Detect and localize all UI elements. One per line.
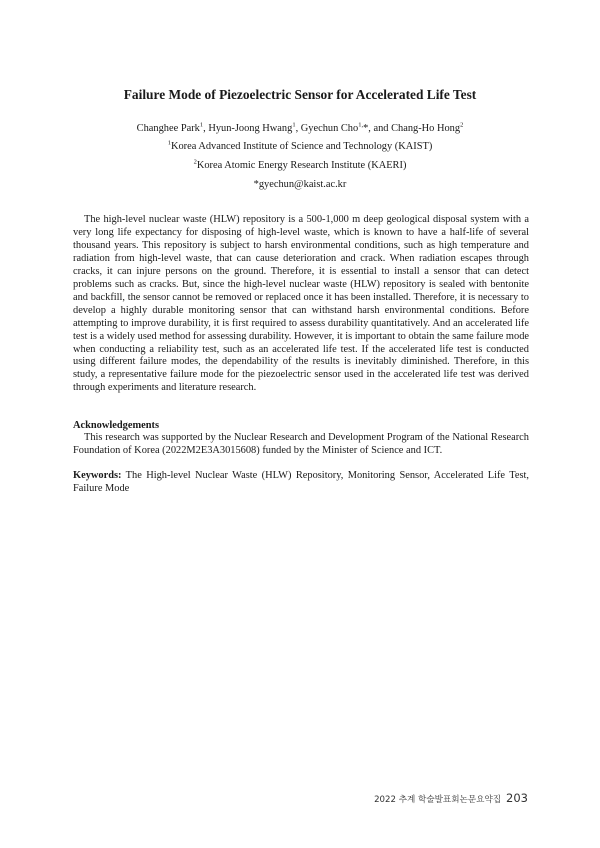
keywords-label: Keywords:	[73, 470, 122, 481]
affiliation-1	[60, 140, 540, 154]
affiliation-2	[60, 159, 540, 173]
author-separator: *, and	[363, 123, 392, 134]
affiliation-mark: 1	[167, 139, 171, 147]
author-name: Gyechun Cho	[300, 123, 359, 134]
author-list	[60, 122, 540, 136]
affiliation-mark: 2	[193, 158, 197, 166]
author-name: Hyun-Joong Hwang	[208, 123, 293, 134]
abstract-body: The high-level nuclear waste (HLW) repository is a 500-1,000 m deep geological disposal system with a very long life expectancy for disposing of high-level waste, which is known to have a half-life of several thousand years. This repository is subject to harsh environmental conditions, such as high temperature and radiation from high-level waste, that can cause deterioration and crack. When radiation escapes through cracks, it can injure persons on the ground. Therefore, it is essential to install a sensor that can detect problems such as cracks. But, since the high-level nuclear waste (HLW) repository is sealed with bentonite and backfill, the sensor cannot be removed or replaced once it has been installed. Therefore, it is necessary to develop a highly durable monitoring sensor that can withstand harsh environmental conditions. Before attempting to improve durability, it is first required to assess durability quantitatively. And an accelerated life test is a widely used method for assessing durability. However, it is important to obtain the same failure mode when conducting a reliability test, such as an accelerated life test. If the accelerated life test is conducted using different failure modes, the dependability of the results is inevitably diminished. Therefore, in this study, a representative failure mode for the piezoelectric sensor used in the accelerated life test was derived through experiments and literature research.	[73, 214, 529, 394]
page-number: 203	[506, 791, 528, 805]
acknowledgements-heading: Acknowledgements	[73, 420, 160, 431]
keywords	[73, 470, 529, 496]
paper-title: Failure Mode of Piezoelectric Sensor for Accelerated Life Test	[123, 87, 477, 102]
author-affiliation-mark: 2	[460, 121, 464, 129]
affiliation-text: Korea Atomic Energy Research Institute (KAERI)	[196, 160, 407, 171]
author-affiliation-mark: 1	[292, 121, 296, 129]
keywords-text: The High-level Nuclear Waste (HLW) Repository, Monitoring Sensor, Accelerated Life Test, Failure Mode	[73, 470, 529, 494]
author-separator: ,	[203, 123, 209, 134]
proceedings-title: 2022 추계 학술발표회논문요약집	[374, 795, 502, 805]
author-name: Changhee Park	[136, 123, 200, 134]
acknowledgements-text: This research was supported by the Nuclear Research and Development Program of the National Research Foundation of Korea (2022M2E3A3015608) funded by the Minister of Science and ICT.	[73, 432, 529, 456]
author-affiliation-mark: 1	[199, 121, 204, 129]
author-affiliation-mark: 1,	[358, 121, 364, 129]
affiliation-text: Korea Advanced Institute of Science and Technology (KAIST)	[170, 141, 433, 152]
page-footer	[374, 791, 528, 805]
corresponding-email: *gyechun@kaist.ac.kr	[253, 179, 347, 190]
author-separator: ,	[295, 123, 301, 134]
author-name: Chang-Ho Hong	[391, 123, 461, 134]
